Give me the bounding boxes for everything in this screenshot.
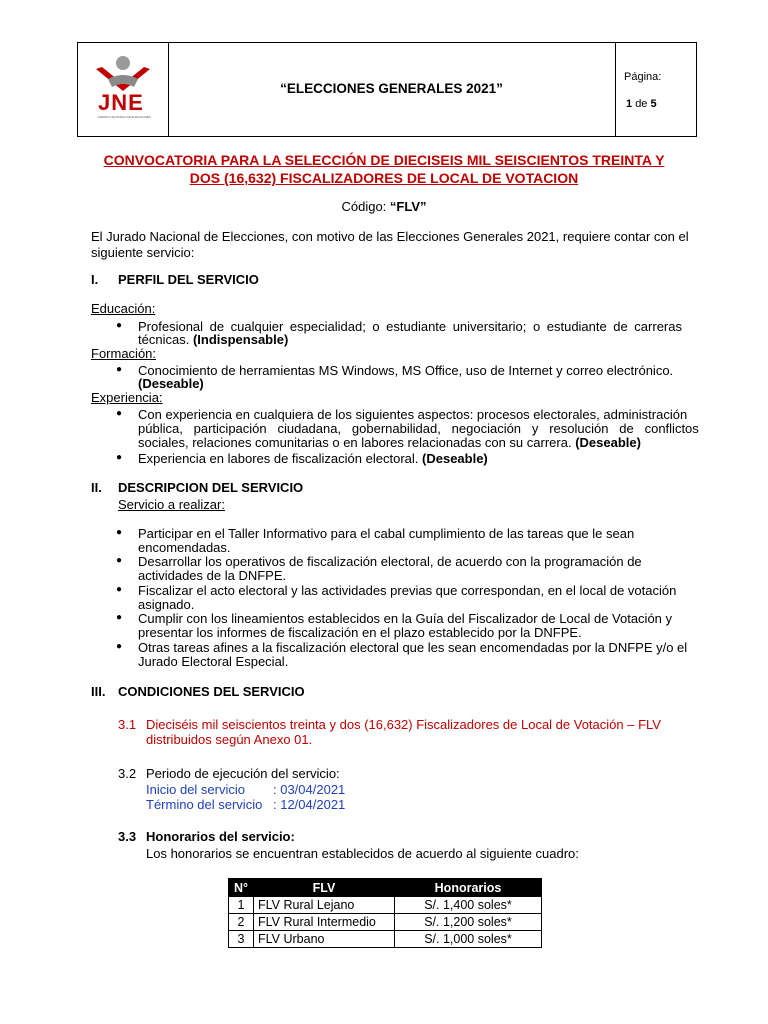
- section3-num: III.: [91, 684, 106, 699]
- bullet-icon: ●: [116, 320, 123, 331]
- exp1-text: sociales, relaciones comunitarias o en labores relacionadas con su carrera.: [138, 435, 572, 450]
- p31-line1: Dieciséis mil seiscientos treinta y dos (16,632) Fiscalizadores de Local de Votación – FLV: [146, 717, 661, 732]
- document-header: [77, 42, 697, 137]
- page-current: 1: [626, 98, 633, 110]
- doc-title-line2: DOS (16,632) FISCALIZADORES DE LOCAL DE VOTACION: [189, 170, 579, 186]
- s2-item2-line2: actividades de la DNFPE.: [138, 568, 287, 583]
- p32-text: Periodo de ejecución del servicio:: [146, 766, 340, 781]
- education-line1: Profesional de cualquier especialidad; o estudiante universitario; o estudiante de carreras: [138, 319, 682, 334]
- s2-item4-line2: presentar los informes de fiscalización en el plazo establecido por la DNFPE.: [138, 625, 582, 640]
- code-label: Código:: [341, 199, 387, 214]
- s2-item1-line1: Participar en el Taller Informativo para el cabal cumplimiento de las tareas que le sean: [138, 526, 635, 541]
- education-label: Educación:: [91, 301, 156, 316]
- page-total: 5: [650, 98, 657, 110]
- page-cell: [615, 43, 697, 136]
- page-number: [626, 98, 657, 110]
- s2-item1-line2: encomendadas.: [138, 540, 231, 555]
- training-tag: (Deseable): [138, 376, 204, 391]
- logo-subtext: JURADO NACIONAL DE ELECCIONES: [97, 115, 151, 119]
- exp1-line3: [138, 436, 641, 449]
- bullet-icon: ●: [116, 408, 123, 419]
- code-line: [0, 200, 768, 213]
- row-flv: FLV Rural Lejano: [254, 897, 395, 914]
- s2-item3-line1: Fiscalizar el acto electoral y las actividades previas que correspondan, en el local de votación: [138, 583, 677, 598]
- col-num-header: N°: [229, 879, 254, 897]
- section1-title: PERFIL DEL SERVICIO: [118, 272, 259, 287]
- s2-item2-line1: Desarrollar los operativos de fiscalización electoral, de acuerdo con la programación de: [138, 554, 642, 569]
- table-row: [229, 914, 542, 931]
- s2-item5-line2: Jurado Electoral Especial.: [138, 654, 289, 669]
- page-label: Página:: [624, 71, 662, 83]
- education-tag: (Indispensable): [192, 332, 289, 347]
- exp2-line: [138, 452, 488, 465]
- row-num: 1: [229, 897, 254, 914]
- experience-label: Experiencia:: [91, 390, 163, 405]
- logo-text: JNE: [98, 90, 144, 115]
- end-value: : 12/04/2021: [273, 797, 346, 812]
- section3-title: CONDICIONES DEL SERVICIO: [118, 684, 305, 699]
- bullet-icon: ●: [116, 555, 123, 566]
- education-line2: [138, 333, 288, 346]
- row-num: 3: [229, 931, 254, 948]
- bullet-icon: ●: [116, 452, 123, 463]
- p32-num: 3.2: [118, 766, 137, 781]
- exp1-line2: pública, participación ciudadana, gobernabilidad, negociación y resolución de conflictos: [138, 421, 699, 436]
- row-num: 2: [229, 914, 254, 931]
- p33-num: 3.3: [118, 829, 137, 844]
- intro-line2: siguiente servicio:: [91, 245, 195, 260]
- bullet-icon: ●: [116, 364, 123, 375]
- section2-num: II.: [91, 480, 102, 495]
- p31-line2: distribuidos según Anexo 01.: [146, 732, 313, 747]
- start-value: : 03/04/2021: [273, 782, 346, 797]
- table-row: [229, 931, 542, 948]
- col-honorarios-header: Honorarios: [395, 879, 542, 897]
- table-header-row: [229, 879, 542, 897]
- training-line1: Conocimiento de herramientas MS Windows, MS Office, uso de Internet y correo electrónico.: [138, 363, 674, 378]
- section1-num: I.: [91, 272, 99, 287]
- bullet-icon: ●: [116, 641, 123, 652]
- row-honorarios: S/. 1,000 soles*: [395, 931, 542, 948]
- header-title: “ELECCIONES GENERALES 2021”: [280, 81, 503, 96]
- row-flv: FLV Rural Intermedio: [254, 914, 395, 931]
- bullet-icon: ●: [116, 612, 123, 623]
- p31-num: 3.1: [118, 717, 137, 732]
- start-label: Inicio del servicio: [146, 782, 245, 797]
- exp2-tag: (Deseable): [422, 451, 488, 466]
- training-label: Formación:: [91, 346, 157, 361]
- logo-cell: [78, 43, 169, 136]
- page-of: de: [635, 98, 648, 110]
- section2-subtitle: Servicio a realizar:: [118, 497, 225, 512]
- p33-text: Los honorarios se encuentran establecidos de acuerdo al siguiente cuadro:: [146, 846, 579, 861]
- section2-title: DESCRIPCION DEL SERVICIO: [118, 480, 304, 495]
- s2-item5-line1: Otras tareas afines a la fiscalización electoral que les sean encomendadas por la DNFPE y/o el: [138, 640, 688, 655]
- s2-item3-line2: asignado.: [138, 597, 195, 612]
- doc-title-line1: CONVOCATORIA PARA LA SELECCIÓN DE DIECISEIS MIL SEISCIENTOS TREINTA Y: [103, 152, 665, 168]
- end-label: Término del servicio: [146, 797, 263, 812]
- exp1-line1: Con experiencia en cualquiera de los siguientes aspectos: procesos electorales, administración: [138, 407, 688, 422]
- table-row: [229, 897, 542, 914]
- exp1-tag: (Deseable): [575, 435, 641, 450]
- p33-title: Honorarios del servicio:: [146, 829, 295, 844]
- education-text: técnicas.: [138, 332, 190, 347]
- row-flv: FLV Urbano: [254, 931, 395, 948]
- row-honorarios: S/. 1,200 soles*: [395, 914, 542, 931]
- exp2-text: Experiencia en labores de fiscalización electoral.: [138, 451, 419, 466]
- intro-line1: El Jurado Nacional de Elecciones, con motivo de las Elecciones Generales 2021, requiere contar con el: [91, 229, 689, 244]
- s2-item4-line1: Cumplir con los lineamientos establecidos en la Guía del Fiscalizador de Local de Votación y: [138, 611, 673, 626]
- honorarios-table: [228, 878, 542, 948]
- bullet-icon: ●: [116, 527, 123, 538]
- code-value: “FLV”: [389, 199, 427, 214]
- row-honorarios: S/. 1,400 soles*: [395, 897, 542, 914]
- bullet-icon: ●: [116, 584, 123, 595]
- col-flv-header: FLV: [254, 879, 395, 897]
